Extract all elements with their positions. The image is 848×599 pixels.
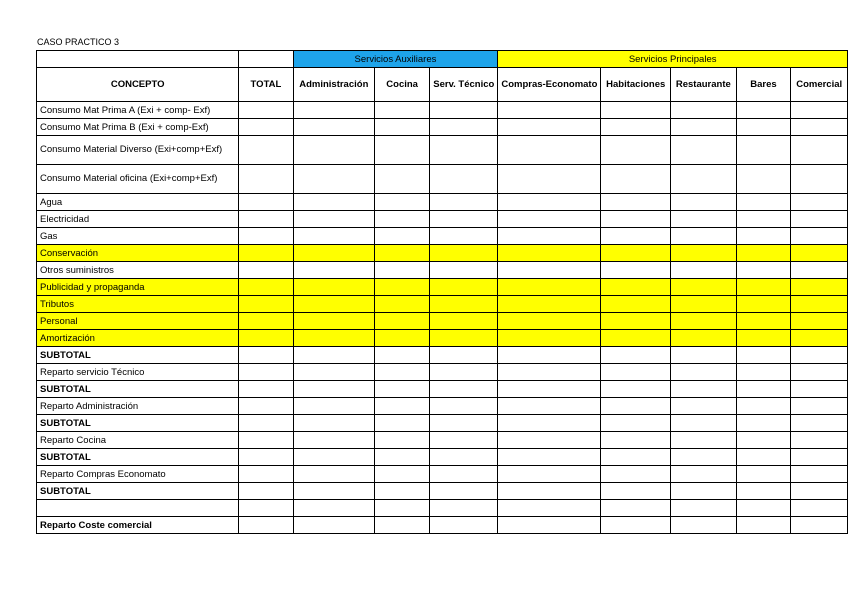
value-cell[interactable] xyxy=(239,279,293,296)
value-cell[interactable] xyxy=(293,102,374,119)
value-cell[interactable] xyxy=(498,381,601,398)
value-cell[interactable] xyxy=(671,296,737,313)
value-cell[interactable] xyxy=(293,119,374,136)
value-cell[interactable] xyxy=(791,500,848,517)
value-cell[interactable] xyxy=(239,330,293,347)
row-label: Conservación xyxy=(37,245,239,262)
col-header-compras-economato: Compras-Economato xyxy=(498,68,601,102)
value-cell[interactable] xyxy=(239,398,293,415)
value-cell[interactable] xyxy=(239,517,293,534)
row-label: Gas xyxy=(37,228,239,245)
value-cell[interactable] xyxy=(736,262,791,279)
value-cell[interactable] xyxy=(671,245,737,262)
table-row xyxy=(37,228,848,245)
value-cell[interactable] xyxy=(671,432,737,449)
value-cell[interactable] xyxy=(601,483,671,500)
value-cell[interactable] xyxy=(736,136,791,165)
table-row xyxy=(37,381,848,398)
row-label: Personal xyxy=(37,313,239,330)
value-cell[interactable] xyxy=(601,296,671,313)
value-cell[interactable] xyxy=(671,119,737,136)
value-cell[interactable] xyxy=(293,228,374,245)
cost-table xyxy=(36,50,848,534)
col-header-administracion: Administración xyxy=(293,68,374,102)
value-cell[interactable] xyxy=(430,432,498,449)
value-cell[interactable] xyxy=(671,228,737,245)
value-cell[interactable] xyxy=(671,165,737,194)
table-row xyxy=(37,136,848,165)
value-cell[interactable] xyxy=(671,347,737,364)
value-cell[interactable] xyxy=(601,347,671,364)
group-servicios-principales: Servicios Principales xyxy=(498,51,848,68)
value-cell[interactable] xyxy=(375,449,430,466)
value-cell[interactable] xyxy=(498,500,601,517)
value-cell[interactable] xyxy=(791,398,848,415)
table-row xyxy=(37,432,848,449)
row-label: SUBTOTAL xyxy=(37,449,239,466)
value-cell[interactable] xyxy=(293,415,374,432)
value-cell[interactable] xyxy=(239,102,293,119)
value-cell[interactable] xyxy=(430,483,498,500)
value-cell[interactable] xyxy=(498,165,601,194)
row-label: Tributos xyxy=(37,296,239,313)
value-cell[interactable] xyxy=(430,517,498,534)
row-label: Reparto servicio Técnico xyxy=(37,364,239,381)
value-cell[interactable] xyxy=(791,119,848,136)
value-cell[interactable] xyxy=(239,364,293,381)
value-cell[interactable] xyxy=(736,194,791,211)
col-header-bares: Bares xyxy=(736,68,791,102)
row-label: Electricidad xyxy=(37,211,239,228)
value-cell[interactable] xyxy=(791,262,848,279)
value-cell[interactable] xyxy=(293,262,374,279)
value-cell[interactable] xyxy=(239,500,293,517)
value-cell[interactable] xyxy=(430,313,498,330)
value-cell[interactable] xyxy=(293,330,374,347)
value-cell[interactable] xyxy=(498,279,601,296)
value-cell[interactable] xyxy=(498,432,601,449)
value-cell[interactable] xyxy=(239,262,293,279)
value-cell[interactable] xyxy=(791,102,848,119)
value-cell[interactable] xyxy=(293,500,374,517)
value-cell[interactable] xyxy=(736,398,791,415)
value-cell[interactable] xyxy=(601,398,671,415)
value-cell[interactable] xyxy=(498,136,601,165)
value-cell[interactable] xyxy=(671,279,737,296)
value-cell[interactable] xyxy=(498,102,601,119)
col-header-cocina: Cocina xyxy=(375,68,430,102)
value-cell[interactable] xyxy=(239,211,293,228)
value-cell[interactable] xyxy=(791,136,848,165)
value-cell[interactable] xyxy=(430,364,498,381)
value-cell[interactable] xyxy=(293,194,374,211)
document-title: CASO PRACTICO 3 xyxy=(37,37,120,47)
value-cell[interactable] xyxy=(671,466,737,483)
value-cell[interactable] xyxy=(601,165,671,194)
table-row xyxy=(37,500,848,517)
row-label: Publicidad y propaganda xyxy=(37,279,239,296)
value-cell[interactable] xyxy=(498,398,601,415)
table-row xyxy=(37,364,848,381)
row-label xyxy=(37,500,239,517)
col-header-restaurante: Restaurante xyxy=(671,68,737,102)
value-cell[interactable] xyxy=(736,449,791,466)
row-label: Reparto Administración xyxy=(37,398,239,415)
value-cell[interactable] xyxy=(430,211,498,228)
value-cell[interactable] xyxy=(671,449,737,466)
table-row xyxy=(37,245,848,262)
value-cell[interactable] xyxy=(736,211,791,228)
value-cell[interactable] xyxy=(239,245,293,262)
value-cell[interactable] xyxy=(375,500,430,517)
value-cell[interactable] xyxy=(736,381,791,398)
value-cell[interactable] xyxy=(375,330,430,347)
value-cell[interactable] xyxy=(375,211,430,228)
table-row xyxy=(37,119,848,136)
value-cell[interactable] xyxy=(430,245,498,262)
row-label: Reparto Cocina xyxy=(37,432,239,449)
value-cell[interactable] xyxy=(736,313,791,330)
value-cell[interactable] xyxy=(293,364,374,381)
value-cell[interactable] xyxy=(671,102,737,119)
row-label: SUBTOTAL xyxy=(37,381,239,398)
value-cell[interactable] xyxy=(498,415,601,432)
value-cell[interactable] xyxy=(239,432,293,449)
value-cell[interactable] xyxy=(239,296,293,313)
value-cell[interactable] xyxy=(375,432,430,449)
value-cell[interactable] xyxy=(601,136,671,165)
table-row xyxy=(37,449,848,466)
value-cell[interactable] xyxy=(671,483,737,500)
value-cell[interactable] xyxy=(293,466,374,483)
row-label: Otros suministros xyxy=(37,262,239,279)
value-cell[interactable] xyxy=(791,432,848,449)
value-cell[interactable] xyxy=(430,330,498,347)
value-cell[interactable] xyxy=(736,517,791,534)
value-cell[interactable] xyxy=(601,279,671,296)
row-label: SUBTOTAL xyxy=(37,483,239,500)
value-cell[interactable] xyxy=(430,102,498,119)
value-cell[interactable] xyxy=(791,228,848,245)
value-cell[interactable] xyxy=(375,119,430,136)
row-label: Consumo Material oficina (Exi+comp+Exf) xyxy=(37,165,239,194)
value-cell[interactable] xyxy=(293,245,374,262)
value-cell[interactable] xyxy=(791,330,848,347)
value-cell[interactable] xyxy=(239,194,293,211)
value-cell[interactable] xyxy=(736,466,791,483)
value-cell[interactable] xyxy=(498,449,601,466)
table-row xyxy=(37,483,848,500)
value-cell[interactable] xyxy=(239,449,293,466)
value-cell[interactable] xyxy=(791,483,848,500)
value-cell[interactable] xyxy=(791,313,848,330)
value-cell[interactable] xyxy=(601,262,671,279)
value-cell[interactable] xyxy=(601,415,671,432)
value-cell[interactable] xyxy=(498,313,601,330)
col-header-concepto: CONCEPTO xyxy=(37,68,239,102)
value-cell[interactable] xyxy=(498,262,601,279)
value-cell[interactable] xyxy=(671,500,737,517)
value-cell[interactable] xyxy=(671,398,737,415)
value-cell[interactable] xyxy=(791,211,848,228)
value-cell[interactable] xyxy=(498,296,601,313)
value-cell[interactable] xyxy=(498,364,601,381)
value-cell[interactable] xyxy=(375,279,430,296)
value-cell[interactable] xyxy=(498,330,601,347)
value-cell[interactable] xyxy=(601,381,671,398)
table-row xyxy=(37,415,848,432)
value-cell[interactable] xyxy=(430,347,498,364)
value-cell[interactable] xyxy=(791,364,848,381)
value-cell[interactable] xyxy=(293,381,374,398)
value-cell[interactable] xyxy=(791,347,848,364)
value-cell[interactable] xyxy=(601,102,671,119)
value-cell[interactable] xyxy=(293,483,374,500)
value-cell[interactable] xyxy=(375,483,430,500)
table-row xyxy=(37,466,848,483)
value-cell[interactable] xyxy=(430,136,498,165)
value-cell[interactable] xyxy=(736,165,791,194)
value-cell[interactable] xyxy=(375,136,430,165)
table-row xyxy=(37,211,848,228)
value-cell[interactable] xyxy=(671,136,737,165)
value-cell[interactable] xyxy=(671,364,737,381)
value-cell[interactable] xyxy=(671,415,737,432)
value-cell[interactable] xyxy=(239,228,293,245)
value-cell[interactable] xyxy=(293,279,374,296)
col-header-total: TOTAL xyxy=(239,68,293,102)
value-cell[interactable] xyxy=(239,119,293,136)
table-row xyxy=(37,398,848,415)
value-cell[interactable] xyxy=(601,432,671,449)
value-cell[interactable] xyxy=(375,398,430,415)
table-row xyxy=(37,279,848,296)
value-cell[interactable] xyxy=(430,228,498,245)
value-cell[interactable] xyxy=(375,364,430,381)
table-row xyxy=(37,517,848,534)
value-cell[interactable] xyxy=(430,296,498,313)
value-cell[interactable] xyxy=(671,211,737,228)
table-row xyxy=(37,102,848,119)
value-cell[interactable] xyxy=(671,517,737,534)
value-cell[interactable] xyxy=(430,466,498,483)
value-cell[interactable] xyxy=(671,262,737,279)
value-cell[interactable] xyxy=(736,119,791,136)
value-cell[interactable] xyxy=(736,483,791,500)
value-cell[interactable] xyxy=(736,279,791,296)
value-cell[interactable] xyxy=(498,194,601,211)
value-cell[interactable] xyxy=(430,500,498,517)
value-cell[interactable] xyxy=(293,398,374,415)
value-cell[interactable] xyxy=(239,483,293,500)
value-cell[interactable] xyxy=(736,347,791,364)
value-cell[interactable] xyxy=(239,136,293,165)
blank-cell xyxy=(37,51,239,68)
value-cell[interactable] xyxy=(293,432,374,449)
value-cell[interactable] xyxy=(736,228,791,245)
value-cell[interactable] xyxy=(791,466,848,483)
value-cell[interactable] xyxy=(736,296,791,313)
row-label: Amortización xyxy=(37,330,239,347)
value-cell[interactable] xyxy=(791,279,848,296)
value-cell[interactable] xyxy=(498,119,601,136)
value-cell[interactable] xyxy=(375,296,430,313)
value-cell[interactable] xyxy=(498,466,601,483)
row-label: Reparto Compras Economato xyxy=(37,466,239,483)
value-cell[interactable] xyxy=(239,165,293,194)
value-cell[interactable] xyxy=(498,228,601,245)
value-cell[interactable] xyxy=(375,102,430,119)
col-header-serv-tecnico: Serv. Técnico xyxy=(430,68,498,102)
col-header-habitaciones: Habitaciones xyxy=(601,68,671,102)
value-cell[interactable] xyxy=(239,466,293,483)
value-cell[interactable] xyxy=(791,381,848,398)
value-cell[interactable] xyxy=(498,245,601,262)
value-cell[interactable] xyxy=(375,194,430,211)
value-cell[interactable] xyxy=(239,381,293,398)
row-label: Agua xyxy=(37,194,239,211)
value-cell[interactable] xyxy=(601,500,671,517)
table-row xyxy=(37,330,848,347)
group-servicios-auxiliares: Servicios Auxiliares xyxy=(293,51,498,68)
row-label: Consumo Material Diverso (Exi+comp+Exf) xyxy=(37,136,239,165)
row-label: Reparto Coste comercial xyxy=(37,517,239,534)
value-cell[interactable] xyxy=(736,432,791,449)
value-cell[interactable] xyxy=(375,262,430,279)
value-cell[interactable] xyxy=(239,313,293,330)
value-cell[interactable] xyxy=(375,381,430,398)
value-cell[interactable] xyxy=(736,364,791,381)
value-cell[interactable] xyxy=(239,415,293,432)
value-cell[interactable] xyxy=(430,279,498,296)
value-cell[interactable] xyxy=(293,517,374,534)
column-header-row xyxy=(37,68,848,102)
value-cell[interactable] xyxy=(791,415,848,432)
value-cell[interactable] xyxy=(430,119,498,136)
value-cell[interactable] xyxy=(293,211,374,228)
row-label: SUBTOTAL xyxy=(37,415,239,432)
row-label: SUBTOTAL xyxy=(37,347,239,364)
value-cell[interactable] xyxy=(498,211,601,228)
table-body xyxy=(37,102,848,534)
value-cell[interactable] xyxy=(601,194,671,211)
value-cell[interactable] xyxy=(791,449,848,466)
value-cell[interactable] xyxy=(791,165,848,194)
value-cell[interactable] xyxy=(375,517,430,534)
value-cell[interactable] xyxy=(293,347,374,364)
value-cell[interactable] xyxy=(791,517,848,534)
value-cell[interactable] xyxy=(736,330,791,347)
value-cell[interactable] xyxy=(791,245,848,262)
value-cell[interactable] xyxy=(293,136,374,165)
value-cell[interactable] xyxy=(430,194,498,211)
table-row xyxy=(37,194,848,211)
value-cell[interactable] xyxy=(736,500,791,517)
value-cell[interactable] xyxy=(375,415,430,432)
group-header-row xyxy=(37,51,848,68)
value-cell[interactable] xyxy=(671,313,737,330)
value-cell[interactable] xyxy=(430,449,498,466)
value-cell[interactable] xyxy=(601,466,671,483)
col-header-comercial: Comercial xyxy=(791,68,848,102)
blank-cell xyxy=(239,51,293,68)
value-cell[interactable] xyxy=(601,313,671,330)
value-cell[interactable] xyxy=(375,347,430,364)
value-cell[interactable] xyxy=(375,228,430,245)
value-cell[interactable] xyxy=(430,262,498,279)
value-cell[interactable] xyxy=(671,381,737,398)
value-cell[interactable] xyxy=(239,347,293,364)
value-cell[interactable] xyxy=(791,194,848,211)
value-cell[interactable] xyxy=(375,466,430,483)
value-cell[interactable] xyxy=(601,211,671,228)
value-cell[interactable] xyxy=(601,364,671,381)
value-cell[interactable] xyxy=(601,119,671,136)
value-cell[interactable] xyxy=(601,449,671,466)
value-cell[interactable] xyxy=(671,194,737,211)
table-row xyxy=(37,165,848,194)
value-cell[interactable] xyxy=(430,415,498,432)
value-cell[interactable] xyxy=(293,296,374,313)
value-cell[interactable] xyxy=(293,313,374,330)
value-cell[interactable] xyxy=(430,381,498,398)
value-cell[interactable] xyxy=(498,517,601,534)
row-label: Consumo Mat Prima B (Exi + comp-Exf) xyxy=(37,119,239,136)
value-cell[interactable] xyxy=(498,483,601,500)
value-cell[interactable] xyxy=(293,165,374,194)
value-cell[interactable] xyxy=(498,347,601,364)
value-cell[interactable] xyxy=(430,165,498,194)
table-row xyxy=(37,347,848,364)
table-row xyxy=(37,296,848,313)
value-cell[interactable] xyxy=(601,517,671,534)
value-cell[interactable] xyxy=(601,330,671,347)
value-cell[interactable] xyxy=(736,102,791,119)
table-row xyxy=(37,262,848,279)
table-row xyxy=(37,313,848,330)
value-cell[interactable] xyxy=(791,296,848,313)
value-cell[interactable] xyxy=(736,415,791,432)
value-cell[interactable] xyxy=(375,313,430,330)
value-cell[interactable] xyxy=(430,398,498,415)
value-cell[interactable] xyxy=(293,449,374,466)
value-cell[interactable] xyxy=(375,245,430,262)
value-cell[interactable] xyxy=(375,165,430,194)
value-cell[interactable] xyxy=(601,245,671,262)
row-label: Consumo Mat Prima A (Exi + comp- Exf) xyxy=(37,102,239,119)
value-cell[interactable] xyxy=(671,330,737,347)
value-cell[interactable] xyxy=(736,245,791,262)
value-cell[interactable] xyxy=(601,228,671,245)
